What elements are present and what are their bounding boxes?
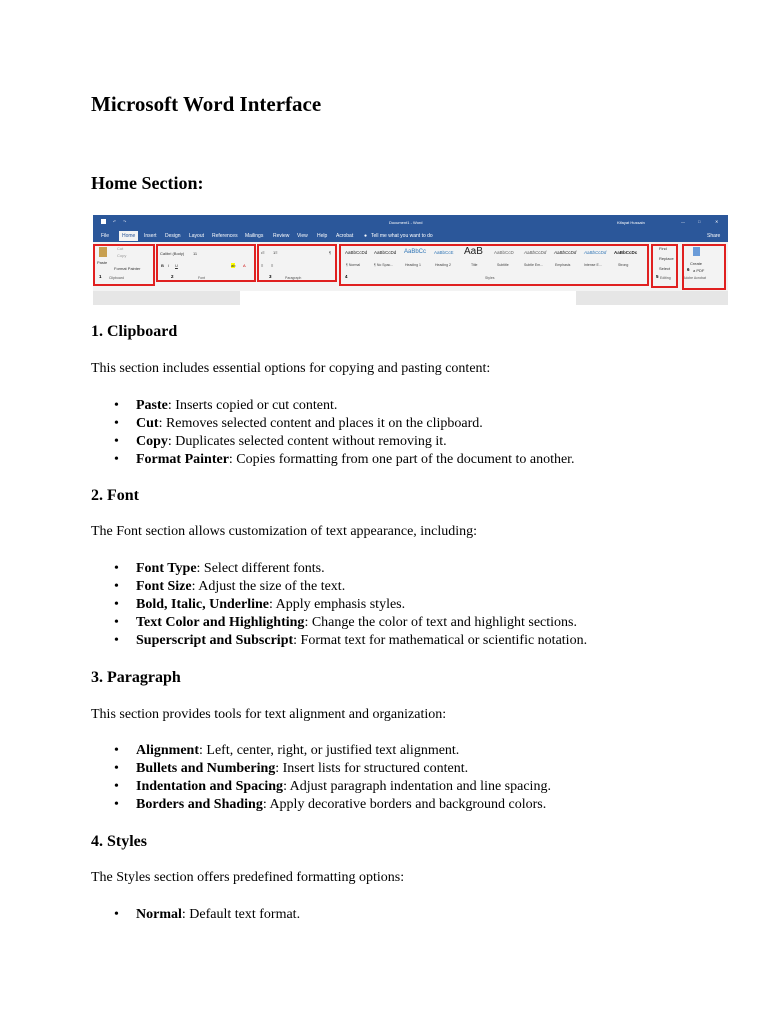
styles-list xyxy=(91,906,731,924)
doc-title: Document1 - Word xyxy=(389,220,423,225)
list-item: • Text Color and Highlighting: Change the color of text and highlight sections. xyxy=(91,614,731,632)
font-intro: The Font section allows customization of text appearance, including: xyxy=(91,524,478,539)
pilcrow-icon[interactable]: ¶ xyxy=(329,250,332,255)
home-section-heading: Home Section: xyxy=(91,173,204,193)
tell-me-search[interactable]: Tell me what you want to do xyxy=(371,233,433,239)
user-name: Kifayat Hussain xyxy=(617,220,645,225)
style-name-no-spacing: ¶ No Spac... xyxy=(374,263,394,267)
format-painter-label[interactable]: Format Painter xyxy=(114,266,141,271)
style-preview-normal[interactable]: AaBbCcDd xyxy=(345,250,368,255)
style-name-subtle-emphasis: Subtle Em... xyxy=(524,263,544,267)
acrobat-number: 6 xyxy=(687,267,690,272)
font-list xyxy=(91,560,731,650)
style-preview-strong[interactable]: AaBbCcDc xyxy=(614,250,638,255)
select-button[interactable]: Select xyxy=(659,266,671,271)
list-item: • Font Type: Select different fonts. xyxy=(91,560,731,578)
clipboard-group-label: Clipboard xyxy=(109,276,124,280)
tab-view[interactable]: View xyxy=(297,233,308,239)
style-preview-no-spacing[interactable]: AaBbCcDd xyxy=(374,250,397,255)
align-left-icon[interactable]: ≡ xyxy=(261,263,264,268)
undo-icon: ↶ xyxy=(113,219,117,224)
styles-heading: 4. Styles xyxy=(91,833,147,850)
restore-icon[interactable]: □ xyxy=(698,219,701,224)
create-pdf-label[interactable]: Create xyxy=(690,261,703,266)
style-preview-heading2[interactable]: AaBbCcE xyxy=(434,250,454,255)
tab-insert[interactable]: Insert xyxy=(144,233,157,239)
page-title: Microsoft Word Interface xyxy=(91,92,322,116)
font-number: 2 xyxy=(171,274,174,279)
list-item: • Cut: Removes selected content and places it on the clipboard. xyxy=(91,415,731,433)
ribbon-title-bar xyxy=(93,215,728,230)
tab-mailings[interactable]: Mailings xyxy=(245,233,264,239)
clipboard-highlight xyxy=(93,244,155,286)
paragraph-number: 3 xyxy=(269,274,272,279)
style-preview-subtitle[interactable]: AaBbCcD xyxy=(494,250,514,255)
editing-group-label: Editing xyxy=(660,276,671,280)
acrobat-highlight xyxy=(682,244,726,290)
clipboard-list xyxy=(91,397,731,469)
tab-references[interactable]: References xyxy=(212,233,238,239)
bullets-icon[interactable]: •≡ xyxy=(261,250,265,255)
italic-icon[interactable]: I xyxy=(168,263,170,268)
list-item: • Alignment: Left, center, right, or justified text alignment. xyxy=(91,742,731,760)
acrobat-group-label: Adobe Acrobat xyxy=(683,276,706,280)
find-button[interactable]: Find xyxy=(659,246,667,251)
lightbulb-icon: ● xyxy=(364,233,368,239)
style-name-title: Title xyxy=(471,263,478,267)
tab-review[interactable]: Review xyxy=(273,233,290,239)
clipboard-number: 1 xyxy=(99,274,102,279)
editing-highlight xyxy=(651,244,678,288)
list-item: • Font Size: Adjust the size of the text. xyxy=(91,578,731,596)
style-preview-emphasis[interactable]: AaBbCcDd xyxy=(554,250,577,255)
numbering-icon[interactable]: 1≡ xyxy=(273,250,278,255)
tab-help[interactable]: Help xyxy=(317,233,328,239)
list-item: • Copy: Duplicates selected content without removing it. xyxy=(91,433,731,451)
style-name-intense-emphasis: Intense E... xyxy=(584,263,602,267)
style-name-strong: Strong xyxy=(618,263,629,267)
font-highlight xyxy=(156,244,256,282)
paste-label[interactable]: Paste xyxy=(97,260,108,265)
font-group-label: Font xyxy=(198,276,206,280)
tab-home[interactable]: Home xyxy=(119,231,138,241)
ribbon-document-strip xyxy=(240,291,576,305)
list-item: • Borders and Shading: Apply decorative borders and background colors. xyxy=(91,796,731,814)
style-preview-subtle-emphasis[interactable]: AaBbCcDd xyxy=(524,250,547,255)
replace-button[interactable]: Replace xyxy=(659,256,674,261)
list-item: • Format Painter: Copies formatting from one part of the document to another. xyxy=(91,451,731,469)
font-name-box[interactable]: Calibri (Body) xyxy=(160,251,185,256)
style-preview-title[interactable]: AaB xyxy=(464,246,483,257)
styles-group-label: Styles xyxy=(485,276,495,280)
style-name-subtitle: Subtitle xyxy=(497,263,509,267)
style-name-emphasis: Emphasis xyxy=(555,263,571,267)
list-item: • Bullets and Numbering: Insert lists for structured content. xyxy=(91,760,731,778)
list-item: • Superscript and Subscript: Format text for mathematical or scientific notation. xyxy=(91,632,731,650)
paragraph-intro: This section provides tools for text alignment and organization: xyxy=(91,707,447,722)
share-button[interactable]: Share xyxy=(707,233,721,239)
ribbon-screenshot xyxy=(93,215,728,305)
styles-highlight xyxy=(339,244,649,286)
list-item: • Bold, Italic, Underline: Apply emphasis styles. xyxy=(91,596,731,614)
underline-icon[interactable]: U xyxy=(175,263,178,268)
tab-file[interactable]: File xyxy=(101,233,110,239)
tab-acrobat[interactable]: Acrobat xyxy=(336,233,354,239)
paragraph-heading: 3. Paragraph xyxy=(91,669,181,686)
ribbon-tabs xyxy=(93,230,728,242)
close-icon[interactable]: ✕ xyxy=(715,219,719,224)
redo-icon: ↷ xyxy=(123,219,127,224)
style-preview-intense-emphasis[interactable]: AaBbCcDd xyxy=(584,250,607,255)
font-size-box[interactable]: 11 xyxy=(193,251,198,256)
list-item: • Paste: Inserts copied or cut content. xyxy=(91,397,731,415)
clipboard-heading: 1. Clipboard xyxy=(91,323,178,340)
copy-label[interactable]: Copy xyxy=(117,253,127,258)
save-icon xyxy=(101,219,106,224)
styles-intro: The Styles section offers predefined formatting options: xyxy=(91,870,405,885)
font-heading: 2. Font xyxy=(91,487,139,504)
paragraph-list xyxy=(91,742,731,814)
style-name-heading2: Heading 2 xyxy=(435,263,451,267)
create-pdf-sublabel: a PDF xyxy=(693,268,705,273)
style-preview-heading1[interactable]: AaBbCc xyxy=(404,249,427,255)
tab-design[interactable]: Design xyxy=(165,233,181,239)
list-item: • Normal: Default text format. xyxy=(91,906,731,924)
minimize-icon[interactable]: — xyxy=(681,219,685,224)
paragraph-group-label: Paragraph xyxy=(285,276,302,280)
list-item: • Indentation and Spacing: Adjust paragraph indentation and line spacing. xyxy=(91,778,731,796)
paragraph-highlight xyxy=(257,244,337,282)
styles-number: 4 xyxy=(345,274,348,279)
editing-number: 5 xyxy=(656,274,659,279)
align-center-icon[interactable]: ≡ xyxy=(271,263,274,268)
highlight-icon[interactable]: ab xyxy=(231,263,236,268)
bold-icon[interactable]: B xyxy=(161,263,164,268)
clipboard-intro: This section includes essential options for copying and pasting content: xyxy=(91,361,491,376)
style-name-heading1: Heading 1 xyxy=(405,263,421,267)
style-name-normal: ¶ Normal xyxy=(346,263,361,267)
cut-label[interactable]: Cut xyxy=(117,246,124,251)
tab-layout[interactable]: Layout xyxy=(189,233,205,239)
font-color-icon[interactable]: A xyxy=(243,263,246,268)
